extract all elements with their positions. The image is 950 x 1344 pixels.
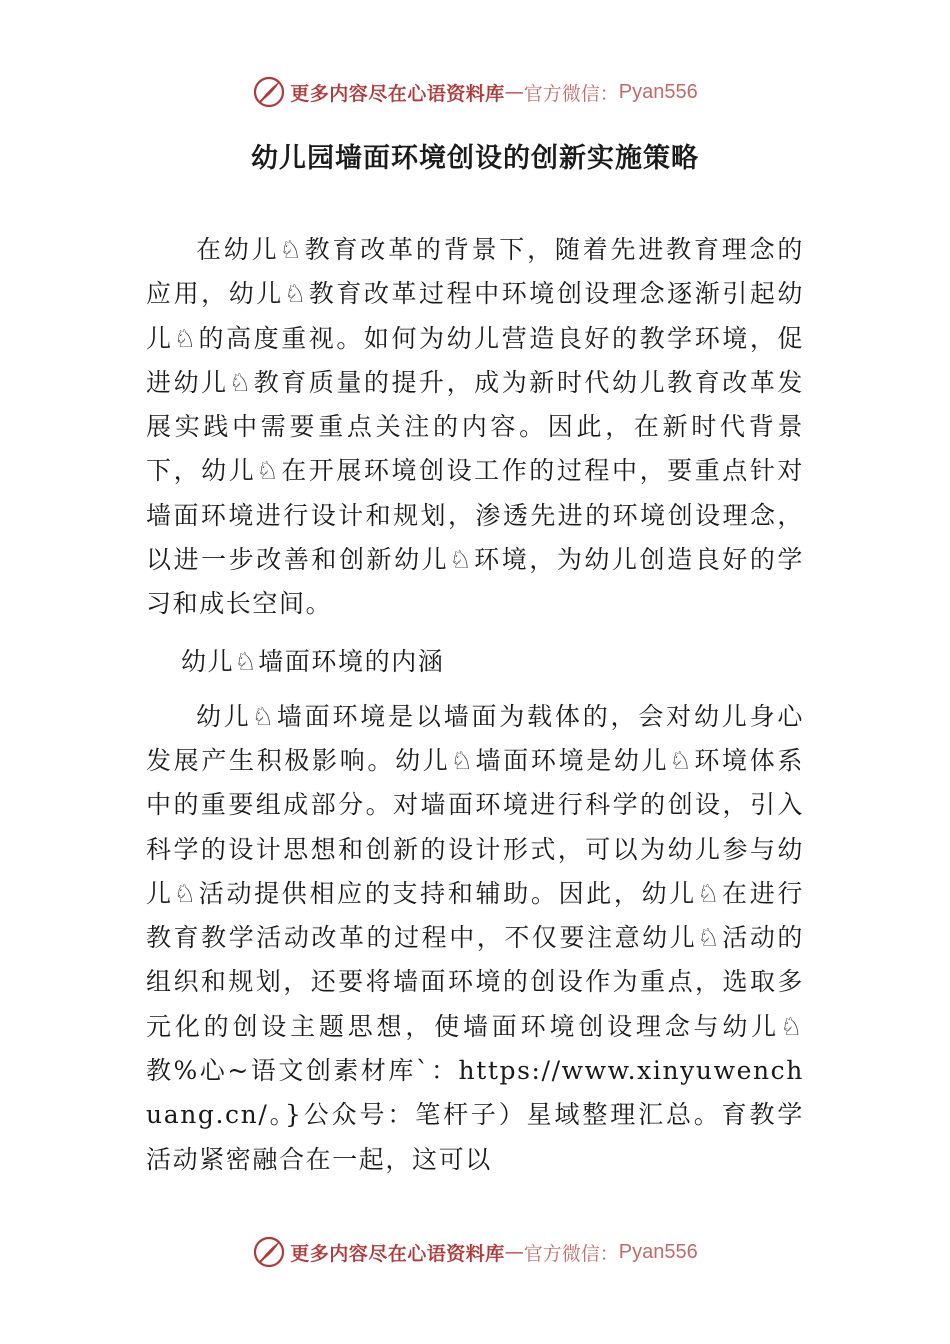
- footer-banner: [0, 1232, 950, 1272]
- paragraph-intro: 在幼儿♘教育改革的背景下，随着先进教育理念的应用，幼儿♘教育改革过程中环境创设理念逐渐引起幼儿♘的高度重视。如何为幼儿营造良好的教学环境，促进幼儿♘教育质量的提升，成为新时代幼儿教育改革发展实践中需要重点关注的内容。因此，在新时代背景下，幼儿♘在开展环境创设工作的过程中，要重点针对墙面环境进行设计和规划，渗透先进的环境创设理念，以进一步改善和创新幼儿♘环境，为幼儿创造良好的学习和成长空间。: [146, 235, 804, 619]
- banner-text: 更多内容尽在心语资料库: [290, 1242, 505, 1265]
- banner-dash: —: [504, 1241, 524, 1263]
- header-banner: [0, 72, 950, 112]
- banner-dash: —: [504, 81, 524, 103]
- banner-text: 更多内容尽在心语资料库: [290, 82, 505, 105]
- document-body: [146, 228, 804, 1182]
- feather-pen-logo-icon: [252, 1235, 286, 1269]
- paragraph-connotation: 幼儿♘墙面环境是以墙面为载体的，会对幼儿身心发展产生积极影响。幼儿♘墙面环境是幼儿♘环境体系中的重要组成部分。对墙面环境进行科学的创设，引入科学的设计思想和创新的设计形式，可以为幼儿参与幼儿♘活动提供相应的支持和辅助。因此，幼儿♘在进行教育教学活动改革的过程中，不仅要注意幼儿♘活动的组织和规划，还要将墙面环境的创设作为重点，选取多元化的创设主题思想，使墙面环境创设理念与幼儿♘教%心~语文创素材库`：https://www.xinyuwenchuang.cn/。}公众号：笔杆子）星域整理汇总。育教学活动紧密融合在一起，这可以: [146, 701, 804, 1174]
- banner-wechat-label: 官方微信：: [523, 1242, 619, 1265]
- banner-wechat-id: Pyan556: [618, 80, 698, 103]
- banner-wechat-label: 官方微信：: [523, 82, 619, 105]
- section-heading: 幼儿♘墙面环境的内涵: [181, 646, 445, 676]
- feather-pen-logo-icon: [252, 75, 286, 109]
- document-title: 幼儿园墙面环境创设的创新实施策略: [251, 143, 699, 174]
- banner-wechat-id: Pyan556: [618, 1240, 698, 1263]
